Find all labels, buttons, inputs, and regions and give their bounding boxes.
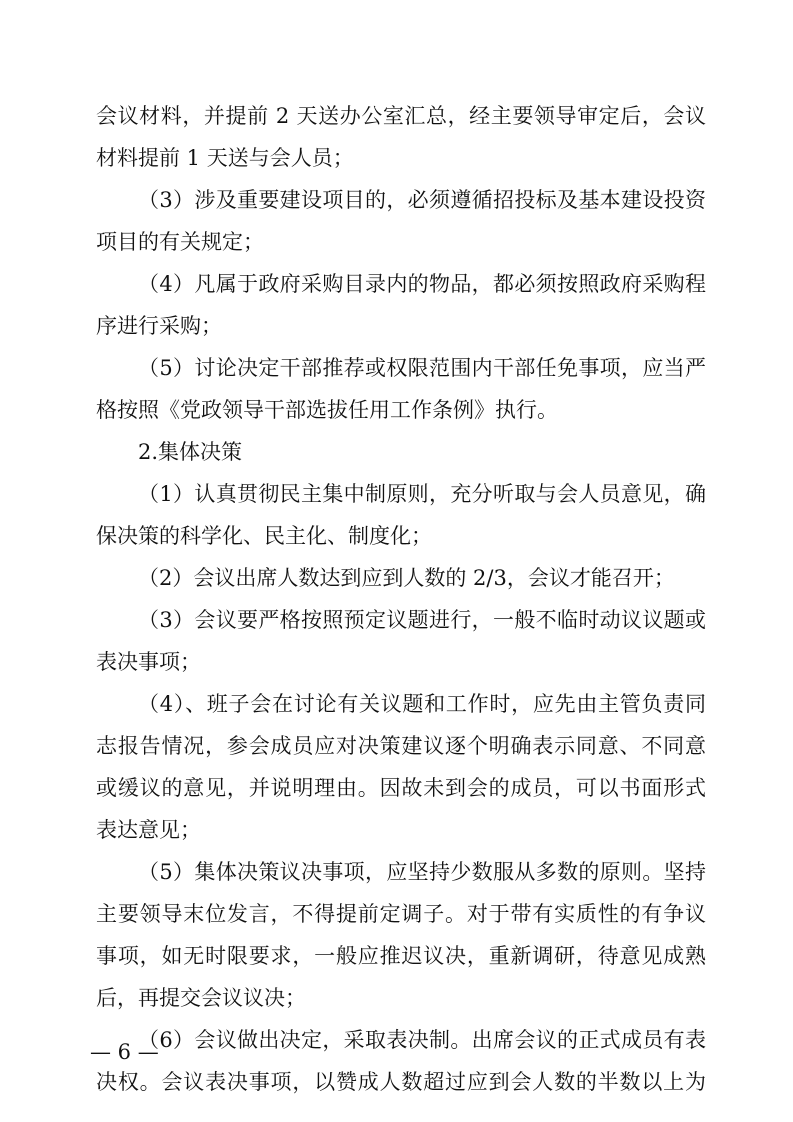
text-line: 主要领导末位发言，不得提前定调子。对于带有实质性的有争议 [96, 902, 706, 926]
text-line: （5）集体决策议决事项，应坚持少数服从多数的原则。坚持 [138, 860, 706, 884]
text-line: （5）讨论决定干部推荐或权限范围内干部任免事项，应当严 [138, 356, 706, 380]
text-line: 项目的有关规定； [96, 230, 264, 254]
text-line: 或缓议的意见，并说明理由。因故未到会的成员，可以书面形式 [96, 776, 706, 800]
text-line: 会议材料，并提前 2 天送办公室汇总，经主要领导审定后，会议 [96, 104, 706, 128]
text-line: 表达意见； [96, 818, 201, 842]
text-line: 序进行采购； [96, 314, 222, 338]
text-line: （3）会议要严格按照预定议题进行，一般不临时动议议题或 [138, 608, 706, 632]
text-line: （1）认真贯彻民主集中制原则，充分听取与会人员意见，确 [138, 482, 706, 506]
section-heading: 2.集体决策 [138, 440, 243, 464]
page-number: — 6 — [90, 1040, 159, 1064]
text-line: （2）会议出席人数达到应到人数的 2/3，会议才能召开； [138, 566, 675, 590]
text-line: 决权。会议表决事项，以赞成人数超过应到会人数的半数以上为 [96, 1070, 706, 1094]
text-line: 格按照《党政领导干部选拔任用工作条例》执行。 [96, 398, 558, 422]
text-line: 志报告情况，参会成员应对决策建议逐个明确表示同意、不同意 [96, 734, 706, 758]
text-line: 事项，如无时限要求，一般应推迟议决，重新调研，待意见成熟 [96, 944, 706, 968]
text-line: （6）会议做出决定，采取表决制。出席会议的正式成员有表 [138, 1028, 706, 1052]
text-line: （4）凡属于政府采购目录内的物品，都必须按照政府采购程 [138, 272, 706, 296]
text-line: 保决策的科学化、民主化、制度化； [96, 524, 432, 548]
text-line: 材料提前 1 天送与会人员； [96, 146, 354, 170]
text-line: （3）涉及重要建设项目的，必须遵循招投标及基本建设投资 [138, 188, 706, 212]
text-line: 后，再提交会议议决； [96, 986, 306, 1010]
text-line: （4）、班子会在讨论有关议题和工作时，应先由主管负责同 [138, 692, 706, 716]
text-line: 表决事项； [96, 650, 201, 674]
